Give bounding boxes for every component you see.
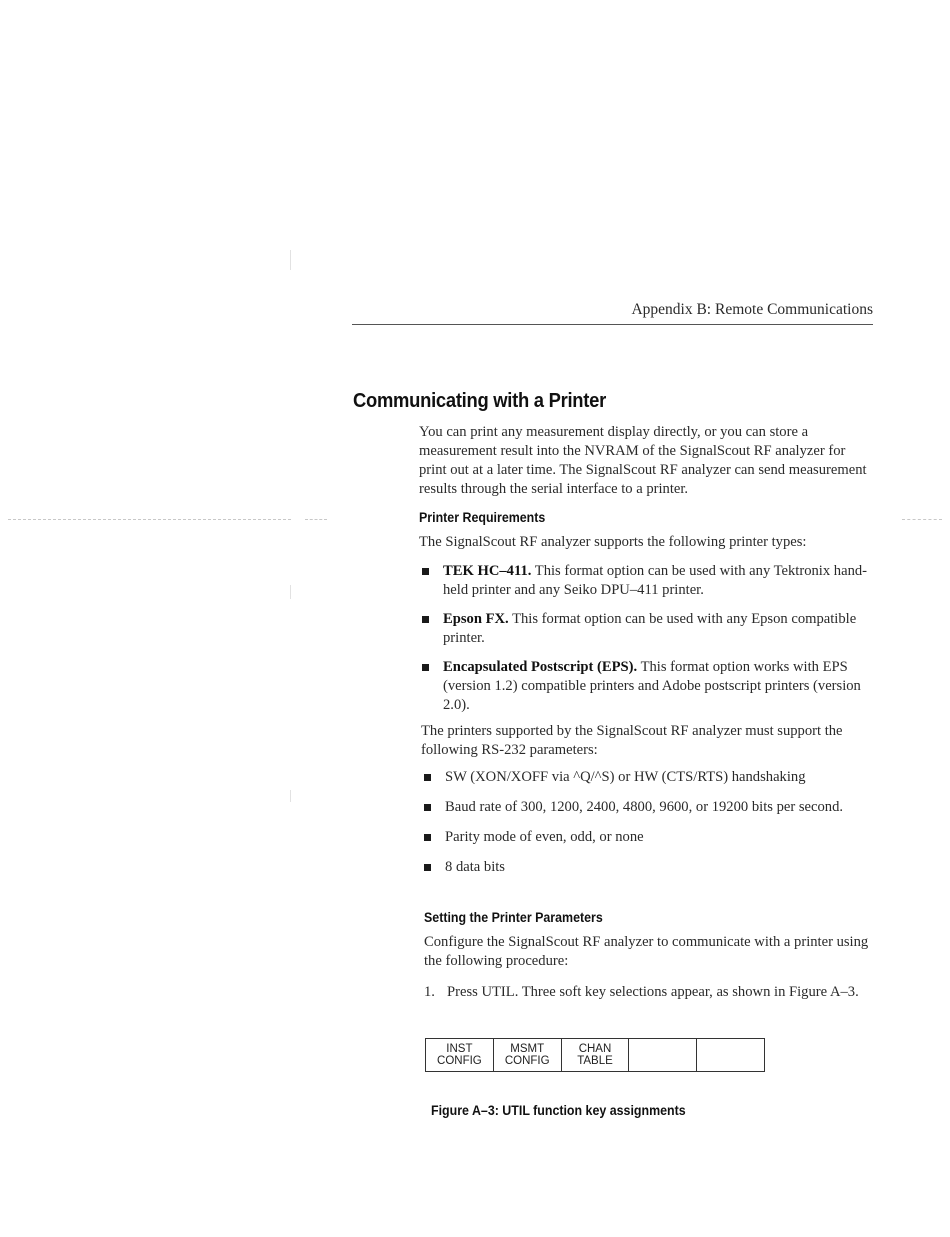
square-bullet-icon bbox=[424, 864, 431, 871]
list-item bbox=[421, 768, 876, 787]
printer-type-name: Epson FX. bbox=[443, 611, 509, 627]
list-item bbox=[419, 610, 874, 648]
list-item bbox=[421, 798, 876, 817]
header-rule bbox=[352, 324, 873, 325]
procedure-step bbox=[424, 983, 874, 1002]
printer-parameters-lead: Configure the SignalScout RF analyzer to communicate with a printer using the following procedure: bbox=[424, 934, 869, 969]
scan-gutter-trace bbox=[290, 250, 291, 270]
printer-type-description: This format option can be used with any Epson compatible printer. bbox=[443, 611, 857, 646]
figure-caption: Figure A–3: UTIL function key assignments bbox=[431, 1103, 686, 1118]
rs232-parameter: SW (XON/XOFF via ^Q/^S) or HW (CTS/RTS) handshaking bbox=[445, 769, 806, 785]
rs232-parameter: Parity mode of even, odd, or none bbox=[445, 829, 644, 845]
util-soft-key-bar bbox=[425, 1038, 765, 1072]
rs232-lead: The printers supported by the SignalScout RF analyzer must support the following RS-232 parameters: bbox=[421, 723, 843, 758]
square-bullet-icon bbox=[424, 804, 431, 811]
square-bullet-icon bbox=[424, 834, 431, 841]
list-item bbox=[419, 562, 874, 600]
printer-requirements-heading: Printer Requirements bbox=[419, 510, 546, 525]
scan-margin-mark bbox=[305, 519, 327, 520]
soft-key-inst-config bbox=[426, 1039, 494, 1071]
printer-type-description: This format option can be used with any Tektronix hand-held printer and any Seiko DPU–411 printer. bbox=[443, 563, 868, 598]
procedure-steps bbox=[424, 983, 874, 1002]
soft-key-label-line: CONFIG bbox=[437, 1055, 482, 1067]
scan-margin-mark bbox=[8, 519, 291, 520]
soft-key-label-line: CONFIG bbox=[504, 1055, 550, 1067]
printer-type-name: TEK HC–411. bbox=[443, 563, 532, 579]
soft-key-label-line: TABLE bbox=[577, 1055, 613, 1067]
rs232-parameter: Baud rate of 300, 1200, 2400, 4800, 9600, or 19200 bits per second. bbox=[445, 799, 844, 815]
square-bullet-icon bbox=[422, 568, 429, 575]
square-bullet-icon bbox=[422, 664, 429, 671]
running-header: Appendix B: Remote Communications bbox=[631, 301, 873, 318]
printer-types-lead: The SignalScout RF analyzer supports the following printer types: bbox=[419, 534, 807, 550]
printer-parameters-heading: Setting the Printer Parameters bbox=[424, 910, 603, 925]
square-bullet-icon bbox=[422, 616, 429, 623]
soft-key-label-line: CHAN bbox=[578, 1043, 612, 1055]
step-number: 1. bbox=[424, 984, 435, 1000]
list-item bbox=[419, 658, 874, 715]
list-item bbox=[421, 858, 876, 877]
list-item bbox=[421, 828, 876, 847]
intro-paragraph: You can print any measurement display directly, or you can store a measurement result into the NVRAM of the SignalScout RF analyzer for print out at a later time. The SignalScout RF analyzer can send measurement results through the serial interface to a printer. bbox=[419, 424, 867, 497]
printer-type-name: Encapsulated Postscript (EPS). bbox=[443, 659, 638, 675]
rs232-parameters-list bbox=[421, 768, 876, 888]
step-text: Press UTIL. Three soft key selections appear, as shown in Figure A–3. bbox=[447, 984, 859, 1000]
section-title: Communicating with a Printer bbox=[353, 390, 606, 412]
scan-gutter-trace bbox=[290, 585, 291, 599]
scan-gutter-trace bbox=[290, 790, 291, 802]
soft-key-blank bbox=[629, 1039, 697, 1071]
soft-key-label-line: MSMT bbox=[510, 1043, 545, 1055]
soft-key-label-line: INST bbox=[446, 1043, 473, 1055]
soft-key-blank bbox=[697, 1039, 764, 1071]
soft-key-msmt-config bbox=[494, 1039, 562, 1071]
square-bullet-icon bbox=[424, 774, 431, 781]
printer-types-list bbox=[419, 562, 874, 725]
printer-type-description: This format option works with EPS (version 1.2) compatible printers and Adobe postscript printers (version 2.0). bbox=[443, 659, 861, 713]
rs232-parameter: 8 data bits bbox=[445, 859, 505, 875]
soft-key-chan-table bbox=[562, 1039, 630, 1071]
scan-margin-mark bbox=[902, 519, 942, 520]
